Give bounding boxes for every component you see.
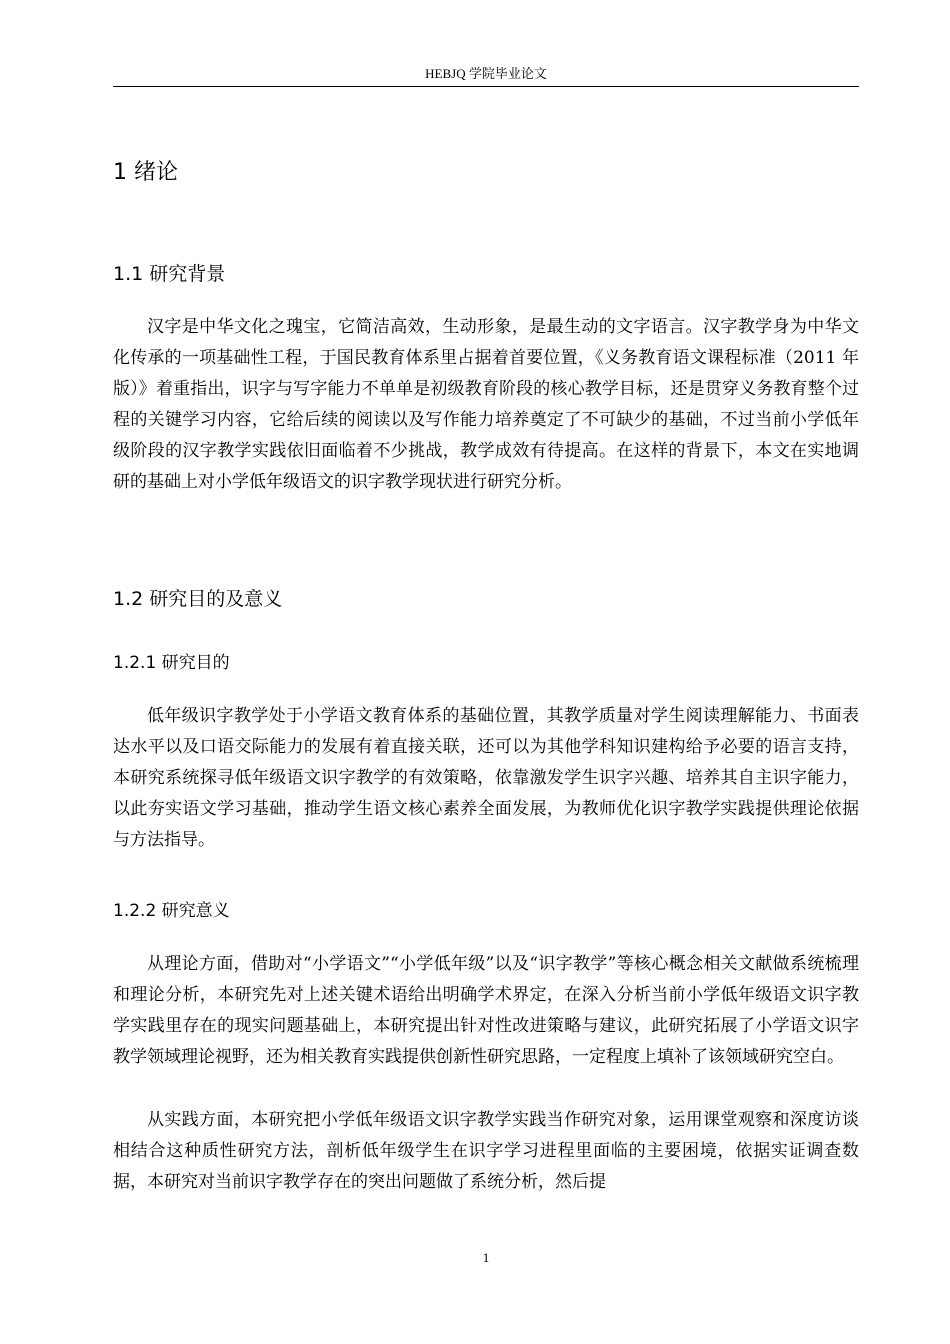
chapter-heading: 1 绪论 (113, 160, 178, 185)
paragraph-research-purpose: 低年级识字教学处于小学语文教育体系的基础位置，其教学质量对学生阅读理解能力、书面表达水平以及口语交际能力的发展有着直接关联，还可以为其他学科知识建构给予必要的语言支持，本研究系统探寻低年级语文识字教学的有效策略，依靠激发学生识字兴趣、培养其自主识字能力，以此夯实语文学习基础，推动学生语文核心素养全面发展，为教师优化识字教学实践提供理论依据与方法指导。 (113, 706, 859, 850)
section-heading-1-2-1: 1.2.1 研究目的 (113, 653, 230, 673)
section-heading-1-2: 1.2 研究目的及意义 (113, 588, 283, 610)
paragraph-research-background: 汉字是中华文化之瑰宝，它简洁高效，生动形象，是最生动的文字语言。汉字教学身为中华文化传承的一项基础性工程，于国民教育体系里占据着首要位置，《义务教育语文课程标准（2011 年版）》着重指出，识字与写字能力不单单是初级教育阶段的核心教学目标，还是贯穿义务教育整个过程的关键学习内容，它给后续的阅读以及写作能力培养奠定了不可缺少的基础，不过当前小学低年级阶段的汉字教学实践依旧面临着不少挑战，教学成效有待提高。在这样的背景下，本文在实地调研的基础上对小学低年级语文的识字教学现状进行研究分析。 (113, 317, 859, 492)
header-divider (113, 86, 859, 87)
section-heading-1-1: 1.1 研究背景 (113, 263, 226, 285)
paragraph-practical-significance: 从实践方面，本研究把小学低年级语文识字教学实践当作研究对象，运用课堂观察和深度访谈相结合这种质性研究方法，剖析低年级学生在识字学习进程里面临的主要困境，依据实证调查数据，本研究对当前识字教学存在的突出问题做了系统分析，然后提 (113, 1110, 859, 1192)
section-heading-1-2-2: 1.2.2 研究意义 (113, 901, 230, 921)
page-number: 1 (482, 1250, 490, 1265)
paragraph-theoretical-significance: 从理论方面，借助对“小学语文”“小学低年级”以及“识字教学”等核心概念相关文献做系统梳理和理论分析，本研究先对上述关键术语给出明确学术界定，在深入分析当前小学低年级语文识字教学实践里存在的现实问题基础上，本研究提出针对性改进策略与建议，此研究拓展了小学语文识字教学领域理论视野，还为相关教育实践提供创新性研究思路，一定程度上填补了该领域研究空白。 (113, 954, 859, 1067)
page-header: HEBJQ 学院毕业论文 (425, 66, 547, 81)
